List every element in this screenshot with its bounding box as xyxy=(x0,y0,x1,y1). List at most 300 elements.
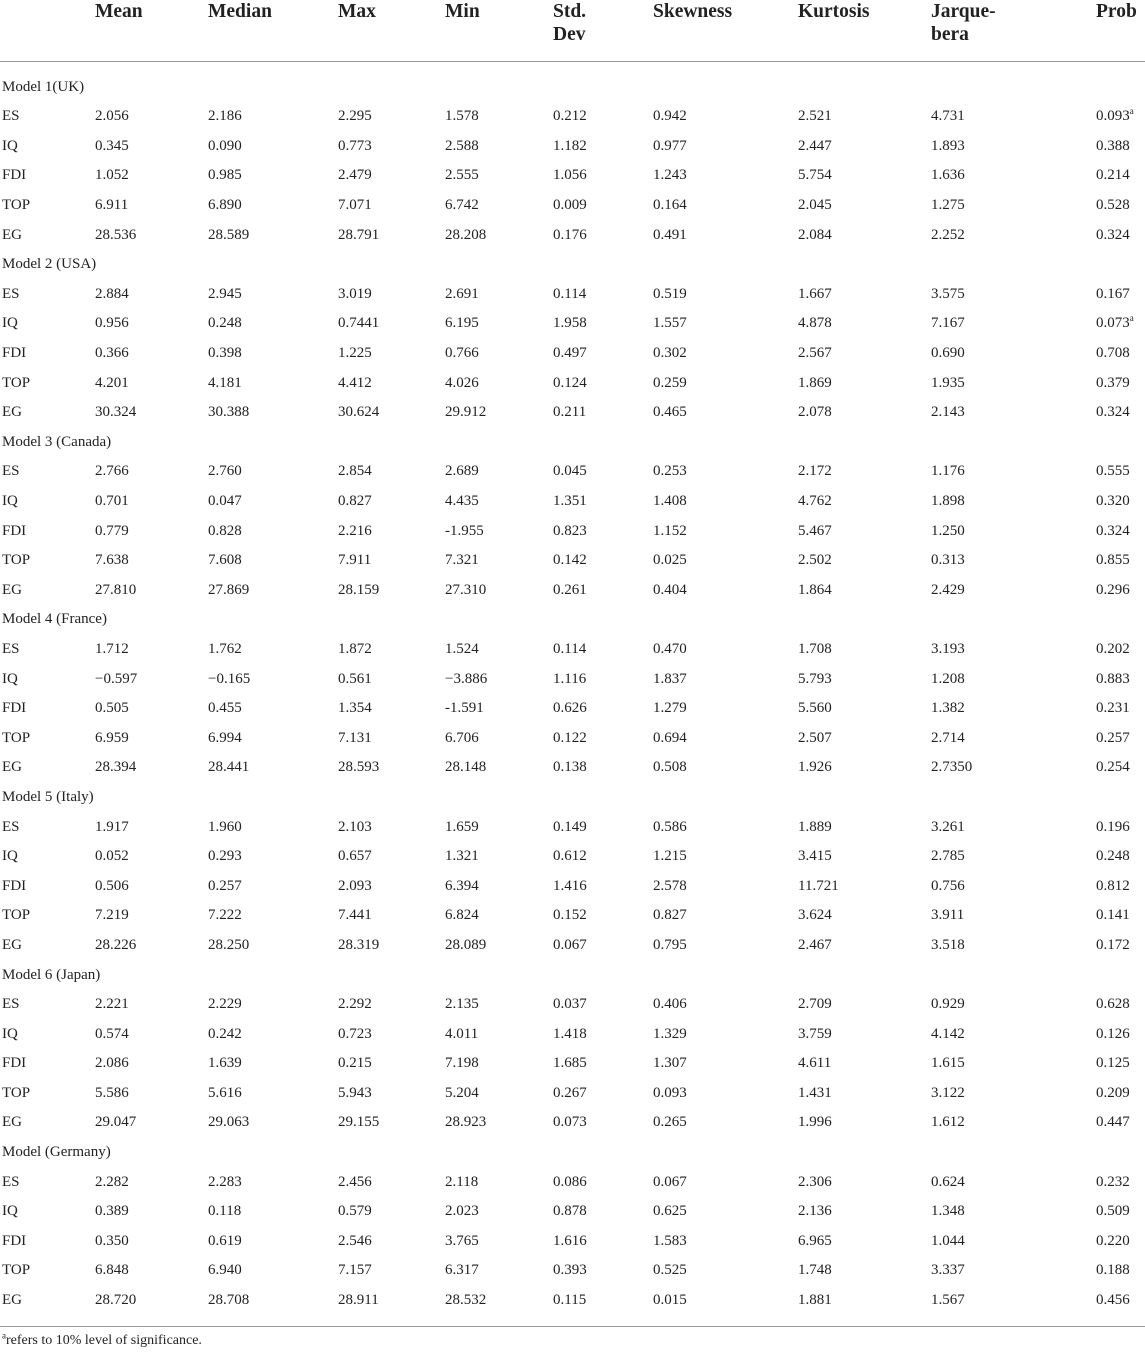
cell-value: 2.567 xyxy=(798,345,832,362)
table-cell xyxy=(338,1167,445,1197)
table-cell xyxy=(798,753,931,783)
table-cell xyxy=(553,457,653,487)
cell-value: 0.828 xyxy=(208,522,242,539)
table-cell xyxy=(1096,1227,1145,1257)
cell-value: 1.837 xyxy=(653,670,687,687)
cell-value: 2.086 xyxy=(95,1055,129,1072)
table-cell xyxy=(208,871,338,901)
table-cell xyxy=(338,516,445,546)
table-cell xyxy=(1096,546,1145,576)
cell-value: 0.122 xyxy=(553,729,587,746)
cell-value: 0.508 xyxy=(653,759,687,776)
table-row xyxy=(0,576,1145,606)
table-cell xyxy=(798,398,931,428)
cell-value: 0.956 xyxy=(95,315,129,332)
table-cell xyxy=(653,280,798,310)
table-cell xyxy=(445,901,553,931)
table-cell xyxy=(653,1019,798,1049)
table-cell xyxy=(208,368,338,398)
cell-value: 0.350 xyxy=(95,1232,129,1249)
cell-value: 1.615 xyxy=(931,1055,965,1072)
table-cell xyxy=(931,842,1096,872)
table-cell xyxy=(1096,871,1145,901)
table-cell xyxy=(653,1108,798,1138)
cell-value: 5.754 xyxy=(798,167,832,184)
cell-value: 1.996 xyxy=(798,1114,832,1131)
row-variable: IQ xyxy=(2,1025,18,1042)
table-cell xyxy=(95,1256,208,1286)
cell-value: 0.883 xyxy=(1096,670,1130,687)
cell-value: 1.578 xyxy=(445,108,479,125)
table-cell xyxy=(798,1019,931,1049)
table-cell xyxy=(798,812,931,842)
table-row xyxy=(0,842,1145,872)
table-cell xyxy=(208,102,338,132)
cell-value: 28.226 xyxy=(95,936,137,953)
table-row xyxy=(0,457,1145,487)
table-cell xyxy=(208,664,338,694)
cell-value: 29.047 xyxy=(95,1114,137,1131)
table-cell xyxy=(931,368,1096,398)
table-row xyxy=(0,280,1145,310)
cell-value: 3.765 xyxy=(445,1232,479,1249)
cell-value: 1.708 xyxy=(798,640,832,657)
table-cell xyxy=(338,990,445,1020)
group-label: Model 5 (Italy) xyxy=(2,788,94,805)
cell-value: 2.045 xyxy=(798,197,832,214)
group-header-row xyxy=(0,428,1145,458)
table-cell xyxy=(95,398,208,428)
cell-value: 4.181 xyxy=(208,374,242,391)
table-cell xyxy=(338,576,445,606)
table-cell xyxy=(931,457,1096,487)
cell-value: 1.889 xyxy=(798,818,832,835)
cell-value: 0.855 xyxy=(1096,552,1130,569)
group-header-row xyxy=(0,605,1145,635)
cell-value: 0.188 xyxy=(1096,1262,1130,1279)
table-cell xyxy=(445,1049,553,1079)
group-header-row xyxy=(0,960,1145,990)
cell-value: 2.691 xyxy=(445,285,479,302)
row-variable: TOP xyxy=(2,1262,31,1279)
table-cell xyxy=(445,309,553,339)
table-cell xyxy=(445,1286,553,1327)
table-cell xyxy=(445,546,553,576)
table-cell xyxy=(653,309,798,339)
cell-value: 0.320 xyxy=(1096,493,1130,510)
cell-value: 0.708 xyxy=(1096,345,1130,362)
cell-value: 0.574 xyxy=(95,1025,129,1042)
cell-value: 1.636 xyxy=(931,167,965,184)
cell-value: 0.267 xyxy=(553,1084,587,1101)
cell-value: 1.275 xyxy=(931,197,965,214)
table-cell xyxy=(553,871,653,901)
cell-value: 2.714 xyxy=(931,729,965,746)
table-cell xyxy=(798,931,931,961)
cell-value: 2.588 xyxy=(445,137,479,154)
table-cell xyxy=(931,1019,1096,1049)
cell-value: 11.721 xyxy=(798,877,839,894)
cell-value: 2.447 xyxy=(798,137,832,154)
table-cell xyxy=(208,1227,338,1257)
cell-value: 1.935 xyxy=(931,374,965,391)
table-row xyxy=(0,694,1145,724)
cell-value: 3.337 xyxy=(931,1262,965,1279)
cell-value: 0.406 xyxy=(653,996,687,1013)
cell-value: 5.586 xyxy=(95,1084,129,1101)
table-cell xyxy=(208,931,338,961)
table-cell xyxy=(931,1079,1096,1109)
cell-value: 4.878 xyxy=(798,315,832,332)
cell-value: 0.7441 xyxy=(338,315,380,332)
cell-value: 1.243 xyxy=(653,167,687,184)
footnote-marker: a xyxy=(2,1330,6,1341)
cell-value: 28.593 xyxy=(338,759,380,776)
table-cell xyxy=(95,368,208,398)
table-cell xyxy=(445,1197,553,1227)
table-cell xyxy=(798,1197,931,1227)
table-cell xyxy=(653,1286,798,1327)
cell-value: 3.575 xyxy=(931,285,965,302)
table-cell xyxy=(445,753,553,783)
cell-value: 0.248 xyxy=(1096,848,1130,865)
table-cell xyxy=(208,398,338,428)
row-variable: EG xyxy=(2,759,22,776)
table-cell xyxy=(95,1108,208,1138)
table-cell xyxy=(338,1049,445,1079)
cell-value: 4.435 xyxy=(445,493,479,510)
cell-value: 1.748 xyxy=(798,1262,832,1279)
cell-value: 7.638 xyxy=(95,552,129,569)
table-cell xyxy=(445,280,553,310)
cell-value: 1.225 xyxy=(338,345,372,362)
table-cell xyxy=(338,1256,445,1286)
table-cell xyxy=(95,546,208,576)
table-cell xyxy=(445,191,553,221)
cell-value: 2.093 xyxy=(338,877,372,894)
cell-value: 6.195 xyxy=(445,315,479,332)
cell-value: 6.317 xyxy=(445,1262,479,1279)
table-cell xyxy=(338,398,445,428)
cell-value: 1.960 xyxy=(208,818,242,835)
cell-value: −0.165 xyxy=(208,670,251,687)
cell-value: 1.872 xyxy=(338,640,372,657)
table-cell xyxy=(445,812,553,842)
cell-value: 2.221 xyxy=(95,996,129,1013)
cell-value: 1.279 xyxy=(653,700,687,717)
cell-value: 2.760 xyxy=(208,463,242,480)
cell-value: 2.854 xyxy=(338,463,372,480)
cell-value: 0.167 xyxy=(1096,285,1130,302)
significance-marker: a xyxy=(1129,106,1134,117)
table-cell xyxy=(798,102,931,132)
table-cell xyxy=(553,368,653,398)
table-cell xyxy=(553,1049,653,1079)
table-cell xyxy=(931,1167,1096,1197)
cell-value: 0.067 xyxy=(653,1173,687,1190)
table-cell xyxy=(653,1227,798,1257)
table-cell xyxy=(1096,309,1145,339)
table-cell xyxy=(553,1286,653,1327)
table-cell xyxy=(95,694,208,724)
cell-value: 0.067 xyxy=(553,936,587,953)
cell-value: 1.659 xyxy=(445,818,479,835)
table-cell xyxy=(798,1108,931,1138)
table-cell xyxy=(1096,664,1145,694)
cell-value: 2.502 xyxy=(798,552,832,569)
cell-value: 0.265 xyxy=(653,1114,687,1131)
cell-value: 0.455 xyxy=(208,700,242,717)
row-variable: IQ xyxy=(2,1203,18,1220)
table-cell xyxy=(553,1108,653,1138)
table-cell xyxy=(1096,635,1145,665)
table-cell xyxy=(798,1227,931,1257)
cell-value: 28.159 xyxy=(338,581,380,598)
table-cell xyxy=(931,1049,1096,1079)
table-cell xyxy=(931,723,1096,753)
table-cell xyxy=(1096,1256,1145,1286)
cell-value: 1.881 xyxy=(798,1291,832,1308)
cell-value: 0.313 xyxy=(931,552,965,569)
cell-value: 6.940 xyxy=(208,1262,242,1279)
table-cell xyxy=(653,1049,798,1079)
table-row xyxy=(0,339,1145,369)
table-cell xyxy=(445,635,553,665)
cell-value: −3.886 xyxy=(445,670,488,687)
table-cell xyxy=(1096,1108,1145,1138)
cell-value: 0.388 xyxy=(1096,137,1130,154)
table-row xyxy=(0,516,1145,546)
cell-value: 7.131 xyxy=(338,729,372,746)
table-row xyxy=(0,132,1145,162)
cell-value: 2.456 xyxy=(338,1173,372,1190)
table-cell xyxy=(553,664,653,694)
cell-value: 2.7350 xyxy=(931,759,973,776)
cell-value: 0.248 xyxy=(208,315,242,332)
table-cell xyxy=(931,309,1096,339)
table-cell xyxy=(338,309,445,339)
table-cell xyxy=(208,812,338,842)
table-row xyxy=(0,812,1145,842)
cell-value: 6.959 xyxy=(95,729,129,746)
table-cell xyxy=(1096,931,1145,961)
cell-value: 1.524 xyxy=(445,640,479,657)
cell-value: 5.467 xyxy=(798,522,832,539)
cell-value: 0.124 xyxy=(553,374,587,391)
table-cell xyxy=(931,753,1096,783)
cell-value: 0.657 xyxy=(338,848,372,865)
cell-value: 0.612 xyxy=(553,848,587,865)
table-cell xyxy=(338,546,445,576)
cell-value: 1.182 xyxy=(553,137,587,154)
table-cell xyxy=(653,753,798,783)
group-label: Model 3 (Canada) xyxy=(2,433,112,450)
cell-value: 1.893 xyxy=(931,137,965,154)
cell-value: -1.955 xyxy=(445,522,484,539)
cell-value: 0.209 xyxy=(1096,1084,1130,1101)
cell-value: 5.793 xyxy=(798,670,832,687)
cell-value: 2.103 xyxy=(338,818,372,835)
table-cell xyxy=(653,901,798,931)
table-cell xyxy=(208,990,338,1020)
table-cell xyxy=(553,990,653,1020)
table-cell xyxy=(798,576,931,606)
header-cell: Median xyxy=(208,1,272,22)
table-cell xyxy=(553,842,653,872)
cell-value: 3.019 xyxy=(338,285,372,302)
row-variable: IQ xyxy=(2,137,18,154)
table-cell xyxy=(653,1256,798,1286)
cell-value: 2.467 xyxy=(798,936,832,953)
cell-value: 0.138 xyxy=(553,759,587,776)
cell-value: 2.555 xyxy=(445,167,479,184)
table-cell xyxy=(445,220,553,250)
cell-value: 0.366 xyxy=(95,345,129,362)
cell-value: 3.911 xyxy=(931,907,965,924)
cell-value: 6.848 xyxy=(95,1262,129,1279)
table-row xyxy=(0,1197,1145,1227)
row-variable: TOP xyxy=(2,197,31,214)
cell-value: 0.215 xyxy=(338,1055,372,1072)
table-cell xyxy=(445,487,553,517)
cell-value: 2.172 xyxy=(798,463,832,480)
table-cell xyxy=(798,871,931,901)
table-cell xyxy=(931,812,1096,842)
table-cell xyxy=(338,368,445,398)
table-cell xyxy=(798,1049,931,1079)
cell-value: 0.393 xyxy=(553,1262,587,1279)
table-cell xyxy=(653,576,798,606)
table-cell xyxy=(1096,280,1145,310)
table-cell xyxy=(338,1286,445,1327)
table-cell xyxy=(208,635,338,665)
cell-value: 0.586 xyxy=(653,818,687,835)
table-row xyxy=(0,220,1145,250)
table-cell xyxy=(798,664,931,694)
cell-value: 1.116 xyxy=(553,670,587,687)
table-cell xyxy=(1096,576,1145,606)
cell-value: −0.597 xyxy=(95,670,138,687)
cell-value: 2.945 xyxy=(208,285,242,302)
table-cell xyxy=(653,723,798,753)
cell-value: 0.823 xyxy=(553,522,587,539)
table-cell xyxy=(553,576,653,606)
table-cell xyxy=(798,1079,931,1109)
table-cell xyxy=(931,398,1096,428)
table-cell xyxy=(653,990,798,1020)
group-label: Model (Germany) xyxy=(2,1144,111,1161)
header-cell: Skewness xyxy=(653,1,733,22)
table-row xyxy=(0,1079,1145,1109)
table-cell xyxy=(95,723,208,753)
cell-value: 0.114 xyxy=(553,285,587,302)
cell-value: 0.086 xyxy=(553,1173,587,1190)
table-cell xyxy=(208,1049,338,1079)
group-header-row xyxy=(0,783,1145,813)
table-header xyxy=(0,0,1145,61)
cell-value: 0.447 xyxy=(1096,1114,1130,1131)
header-cell: Mean xyxy=(95,1,143,22)
cell-value: 0.090 xyxy=(208,137,242,154)
table-cell xyxy=(798,1286,931,1327)
row-variable: ES xyxy=(2,463,20,480)
cell-value: 2.578 xyxy=(653,877,687,894)
cell-value: 0.045 xyxy=(553,463,587,480)
table-cell xyxy=(931,1108,1096,1138)
cell-value: 1.864 xyxy=(798,581,832,598)
table-cell xyxy=(798,487,931,517)
cell-value: 0.497 xyxy=(553,345,587,362)
table-cell xyxy=(445,102,553,132)
table-cell xyxy=(95,812,208,842)
table-cell xyxy=(208,576,338,606)
cell-value: 0.257 xyxy=(1096,729,1130,746)
cell-value: 5.943 xyxy=(338,1084,372,1101)
table-cell xyxy=(553,812,653,842)
table-cell xyxy=(653,812,798,842)
cell-value: 1.351 xyxy=(553,493,587,510)
cell-value: 0.506 xyxy=(95,877,129,894)
table-cell xyxy=(95,576,208,606)
table-cell xyxy=(445,516,553,546)
header-cell: Max xyxy=(338,1,376,22)
table-cell xyxy=(445,1167,553,1197)
table-row xyxy=(0,753,1145,783)
cell-value: 0.141 xyxy=(1096,907,1130,924)
table-cell xyxy=(208,132,338,162)
cell-value: 2.118 xyxy=(445,1173,479,1190)
table-cell xyxy=(653,694,798,724)
cell-value: 7.198 xyxy=(445,1055,479,1072)
cell-value: 4.611 xyxy=(798,1055,832,1072)
row-variable: EG xyxy=(0,1286,95,1327)
table-cell xyxy=(931,280,1096,310)
cell-value: 0.756 xyxy=(931,877,965,894)
table-cell xyxy=(338,1019,445,1049)
table-cell xyxy=(653,132,798,162)
cell-value: 7.441 xyxy=(338,907,372,924)
table-cell xyxy=(798,842,931,872)
cell-value: 1.176 xyxy=(931,463,965,480)
row-variable: FDI xyxy=(2,700,27,717)
cell-value: 0.561 xyxy=(338,670,372,687)
cell-value: 0.257 xyxy=(208,877,242,894)
table-cell xyxy=(338,280,445,310)
table-cell xyxy=(208,546,338,576)
row-variable: ES xyxy=(2,1173,20,1190)
table-row xyxy=(0,635,1145,665)
cell-value: 3.518 xyxy=(931,936,965,953)
cell-value: 0.579 xyxy=(338,1203,372,1220)
cell-value: 6.911 xyxy=(95,197,129,214)
table-cell xyxy=(95,102,208,132)
cell-value: 0.942 xyxy=(653,108,687,125)
table-cell xyxy=(95,516,208,546)
cell-value: 2.143 xyxy=(931,404,965,421)
table-cell xyxy=(208,191,338,221)
cell-value: 28.708 xyxy=(208,1291,250,1308)
table-cell xyxy=(445,368,553,398)
cell-value: 27.310 xyxy=(445,581,487,598)
cell-value: 0.093 xyxy=(653,1084,687,1101)
cell-value: 0.827 xyxy=(338,493,372,510)
cell-value: 0.073 xyxy=(1096,315,1130,332)
table-cell xyxy=(798,457,931,487)
cell-value: 7.071 xyxy=(338,197,372,214)
table-cell xyxy=(208,1167,338,1197)
cell-value: 0.254 xyxy=(1096,759,1130,776)
cell-value: 2.084 xyxy=(798,226,832,243)
